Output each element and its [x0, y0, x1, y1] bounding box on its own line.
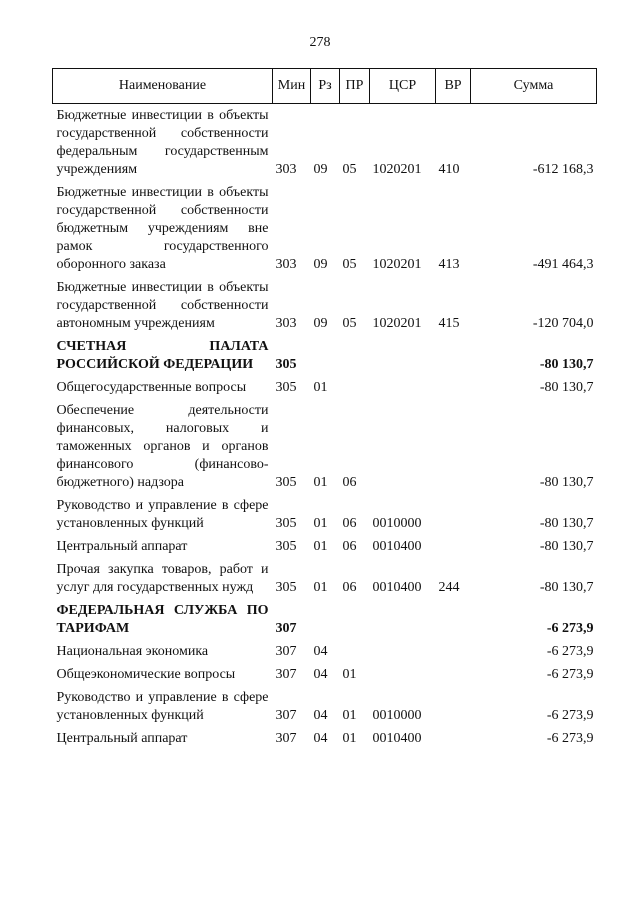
row-csr [370, 599, 436, 640]
table-header-row [53, 69, 597, 104]
row-vr [436, 663, 471, 686]
row-pr: 05 [342, 162, 357, 177]
row-name: Общегосударственные вопросы [56, 380, 247, 395]
row-sum: -6 273,9 [546, 708, 594, 723]
row-rz: 04 [313, 731, 328, 746]
row-sum: -80 130,7 [539, 380, 594, 395]
row-pr: 06 [342, 516, 357, 531]
row-pr: 05 [342, 257, 357, 272]
row-sum: -80 130,7 [539, 516, 594, 531]
header-min: Мин [273, 69, 311, 104]
row-name: СЧЕТНАЯ ПАЛАТА РОССИЙСКОЙ ФЕДЕРАЦИИ [56, 339, 269, 372]
row-pr: 06 [342, 475, 357, 490]
row-min: 305 [275, 380, 297, 395]
row-csr: 0010000 [372, 708, 422, 723]
row-name: Бюджетные инвестиции в объекты государственной собственности автономным учреждениям [56, 280, 269, 331]
row-min: 305 [275, 475, 297, 490]
row-rz: 04 [313, 644, 328, 659]
row-rz: 09 [313, 316, 328, 331]
row-vr [436, 535, 471, 558]
row-rz: 01 [313, 539, 328, 554]
row-pr [340, 376, 370, 399]
row-pr: 06 [342, 539, 357, 554]
row-sum: -6 273,9 [546, 667, 594, 682]
row-vr [436, 599, 471, 640]
row-vr: 415 [438, 316, 460, 331]
row-sum: -6 273,9 [546, 644, 594, 659]
row-csr: 0010400 [372, 731, 422, 746]
row-min: 305 [275, 357, 297, 372]
row-name: Центральный аппарат [56, 731, 188, 746]
row-sum: -80 130,7 [539, 539, 594, 554]
table-row [53, 181, 597, 276]
row-vr [436, 640, 471, 663]
row-rz: 09 [313, 162, 328, 177]
row-sum: -491 464,3 [532, 257, 594, 272]
row-vr [436, 494, 471, 535]
page-number: 278 [309, 35, 331, 50]
row-name: ФЕДЕРАЛЬНАЯ СЛУЖБА ПО ТАРИФАМ [56, 603, 269, 636]
row-csr: 0010000 [372, 516, 422, 531]
row-rz [311, 335, 340, 376]
row-name: Общеэкономические вопросы [56, 667, 236, 682]
table-row [53, 276, 597, 335]
table-row [53, 558, 597, 599]
row-pr [340, 599, 370, 640]
row-min: 307 [275, 621, 297, 636]
row-rz: 04 [313, 708, 328, 723]
row-min: 303 [275, 162, 297, 177]
table-row [53, 599, 597, 640]
row-vr: 413 [438, 257, 460, 272]
row-pr: 01 [342, 667, 357, 682]
row-min: 303 [275, 316, 297, 331]
row-rz: 01 [313, 380, 328, 395]
header-csr: ЦСР [370, 69, 436, 104]
row-pr: 06 [342, 580, 357, 595]
row-vr [436, 727, 471, 750]
row-name: Бюджетные инвестиции в объекты государственной собственности бюджетным учреждениям вне рамок государственного оборонного заказа [56, 185, 269, 272]
table-row [53, 494, 597, 535]
row-csr: 0010400 [372, 580, 422, 595]
row-vr [436, 335, 471, 376]
row-csr: 1020201 [372, 257, 422, 272]
table-row [53, 686, 597, 727]
row-pr [340, 640, 370, 663]
row-csr [370, 663, 436, 686]
header-pr: ПР [340, 69, 370, 104]
row-sum: -80 130,7 [539, 475, 594, 490]
row-vr [436, 686, 471, 727]
table-row [53, 399, 597, 494]
table-row [53, 376, 597, 399]
row-min: 307 [275, 667, 297, 682]
row-csr: 0010400 [372, 539, 422, 554]
row-vr [436, 399, 471, 494]
row-min: 305 [275, 580, 297, 595]
header-vr: ВР [436, 69, 471, 104]
row-csr [370, 376, 436, 399]
row-name: Прочая закупка товаров, работ и услуг для государственных нужд [56, 562, 269, 595]
row-name: Центральный аппарат [56, 539, 188, 554]
row-pr: 01 [342, 731, 357, 746]
row-csr: 1020201 [372, 162, 422, 177]
row-sum: -612 168,3 [532, 162, 594, 177]
table-row [53, 335, 597, 376]
table-row [53, 104, 597, 182]
row-name: Национальная экономика [56, 644, 209, 659]
row-name: Обеспечение деятельности финансовых, налоговых и таможенных органов и органов финансового (финансово-бюджетного) надзора [56, 403, 269, 490]
row-vr [436, 376, 471, 399]
budget-table [52, 68, 597, 750]
table-row [53, 727, 597, 750]
row-rz: 01 [313, 580, 328, 595]
header-rz: Рз [311, 69, 340, 104]
row-vr: 244 [438, 580, 460, 595]
row-min: 307 [275, 731, 297, 746]
row-min: 305 [275, 516, 297, 531]
row-min: 307 [275, 644, 297, 659]
row-rz: 04 [313, 667, 328, 682]
row-sum: -80 130,7 [539, 580, 594, 595]
row-sum: -80 130,7 [539, 357, 594, 372]
row-csr [370, 399, 436, 494]
row-rz: 01 [313, 516, 328, 531]
row-sum: -120 704,0 [532, 316, 594, 331]
row-rz: 01 [313, 475, 328, 490]
row-csr [370, 335, 436, 376]
row-name: Бюджетные инвестиции в объекты государственной собственности федеральным государственным учреждениям [56, 108, 269, 177]
row-name: Руководство и управление в сфере установленных функций [56, 498, 269, 531]
row-sum: -6 273,9 [546, 621, 594, 636]
table-row [53, 663, 597, 686]
row-min: 305 [275, 539, 297, 554]
row-min: 303 [275, 257, 297, 272]
table-row [53, 535, 597, 558]
row-csr: 1020201 [372, 316, 422, 331]
header-sum: Сумма [471, 69, 597, 104]
row-min: 307 [275, 708, 297, 723]
row-rz: 09 [313, 257, 328, 272]
header-name: Наименование [53, 69, 273, 104]
row-pr: 05 [342, 316, 357, 331]
row-sum: -6 273,9 [546, 731, 594, 746]
row-csr [370, 640, 436, 663]
row-pr [340, 335, 370, 376]
row-name: Руководство и управление в сфере установленных функций [56, 690, 269, 723]
table-row [53, 640, 597, 663]
row-rz [311, 599, 340, 640]
row-pr: 01 [342, 708, 357, 723]
row-vr: 410 [438, 162, 460, 177]
